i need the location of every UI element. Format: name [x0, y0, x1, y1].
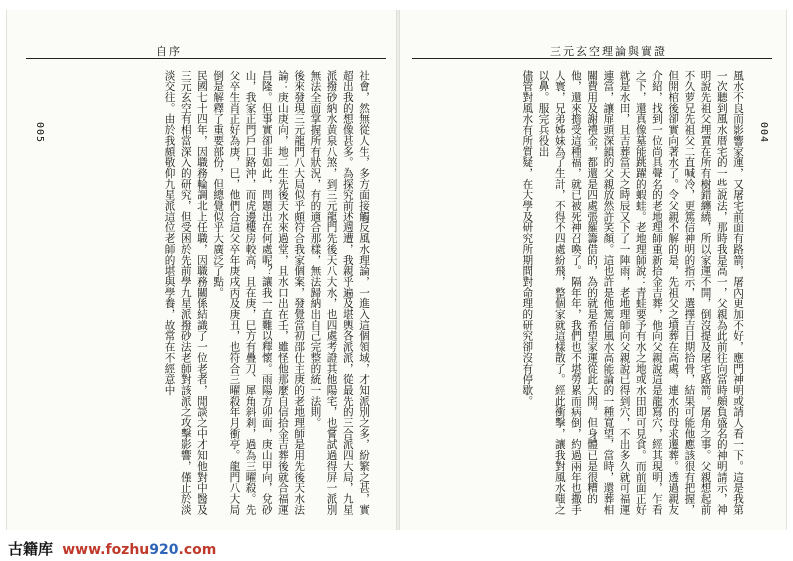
page-number-right: 004: [758, 122, 769, 144]
watermark-url-number: 920: [149, 542, 179, 558]
running-head-right: 三元玄空理論與實證: [550, 45, 667, 58]
header-rule: [26, 58, 386, 59]
right-page-body: [416, 70, 746, 518]
watermark-bar: [0, 535, 793, 561]
book-spread: [6, 10, 787, 530]
running-head-left: 自序: [156, 45, 182, 58]
paragraph: 社會，然無從人生，多方面接觸反風水理論，一進入這個領域，才知派別之多，紛繁之甚，實超出我的想像甚多。為探究前述週遭，我親乎遍及堪輿各派派，從最先的三合派四大局，九星派撥砂納水黄泉八煞，到三元龍門先後天八大水，也四處考證其他陽宅，也嘗試過得屏一派別無法全面掌握所有狀況，有的適合那樣，無法歸納出自己完整的統一法則。: [309, 70, 370, 515]
left-page: [6, 10, 396, 530]
watermark-url-suffix: .com: [178, 542, 217, 558]
watermark-site-name: 古籍库: [8, 540, 54, 558]
header-rule: [412, 58, 772, 59]
right-page: [400, 10, 787, 530]
paragraph: 儘管對風水有所質疑，在大學及研究所期間對命理的研究卻沒有停歇。: [521, 70, 534, 407]
paragraph: 風水不良而影響家運，又屠宅前面有路箭，屠內更加不好，應門神明或請人看一下。這是我第一次聽到風水厝宅的一些說法，那時我是高一，父親為此前往向當時頗負盛名的神明請示，神明說先祖父埋置在所有樹錯纏繞，所以家運不開，倒沒提及屠宅路箭。屠角之事。父親想起前不久萝兄先祖父二直喊冷，更篤信神明的指示，選擇吉日期拾骨，結果可能他應該很有把握，但開棺後卻實向著水了。令父親不解的是，先祖父之墳葬在高處，連水的母求遷葬。透過親友介紹，找到一位尚具聲名的老地理師重新拾金吉葬，他向父親說這是龍寫穴，經其現明，乍看之下，還真像墓能跳躍的蝦蛙。老地理師說：青蛙要予有水之地或水田即可見食。而前面正好就是水田，且吉葬當天之時辰又下了一陣雨，老地理師向父親說已得到穴，不出多久就可福運連當，讓扉頭深鎖的父親放然許笑顏。這也許是他篤信風水高能論的一種寬望，當時，還葬相關費用及謝禮金，都還是四處張羅籌借的，為的就是希望家運從此大開。但身體已是很糟的他，還來擔受這種福，就已被死神召喚了。隔年年，我們也不堪勞累而病倒，約過兩年也撒手人寰，兄弟姊妹為了生計，不得不四處紛飛，整個家就這樣散了。經此衝擊，讓我對風水嗤之以鼻。服完兵役出: [537, 70, 744, 515]
paragraph: 民國七十四年，因職務輪調北上任職，因職務關係結識了一位老者，閒談之中才知他對中醫及三元玄空有相當深入的研究，但受困於先前學九星派撥砂法老師對該派之攻擊影響，僅止於淡淡交往。由於我頗敬仰九星派這位老師的堪與學養，故常在不經意中: [163, 70, 208, 515]
left-page-body: [54, 70, 372, 518]
page-number-left: 005: [34, 122, 45, 144]
watermark-url-prefix: www.fozhu: [62, 542, 150, 558]
site-watermark: [8, 538, 216, 559]
watermark-url: [62, 542, 216, 558]
page-edge: [6, 10, 7, 530]
page-edge: [786, 10, 787, 530]
paragraph: 後來發現三元龍門八大局似乎頗符合我家個案，發覺當初邵仕主庚的老地理師是用先後天水法論：庚山庚向，地二生先後天水來過堂，且水口出在壬，雖怪他那麼自信拾金吉葬後就合福運昌隆。但事實卻非如此，問題出在何處呢？讓我一直難以釋懷。雨陽方卯面，庚山甲向，兌砂山，我家正門戶口路沖，而虎邊樓房較高，且在庚，巳方有疊刀、犀角斜剎，過為三曜殺。先父卒生肖正好為庚，巳，他們合這父卒年庚戌丙及庚丑，也符合三曜殺年月衝亭。龍門八大局倒是解釋了重要部份，但總覺似乎大廣泛了點。: [212, 70, 306, 515]
